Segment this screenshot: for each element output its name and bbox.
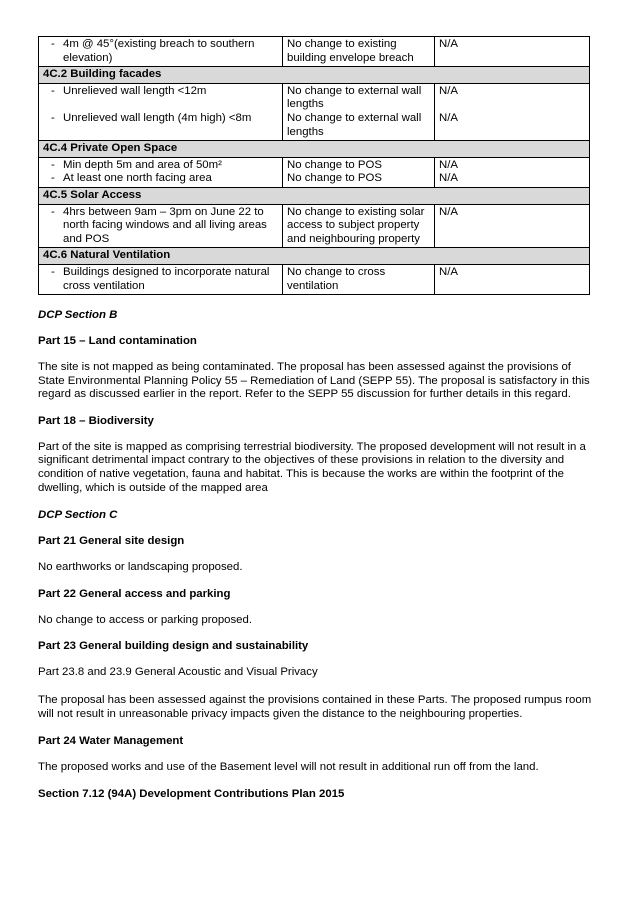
control-cell [39, 157, 283, 187]
list-item: - Unrelieved wall length <12m [43, 85, 278, 99]
table-row [39, 83, 590, 140]
assessment-cell: No change to existing solar access to subject property and neighbouring property [283, 204, 435, 248]
list-item: - Unrelieved wall length (4m high) <8m [43, 112, 278, 126]
control-cell [39, 204, 283, 248]
bullet-dash: - [51, 265, 55, 278]
compliance-cell: N/A N/A [435, 157, 590, 187]
assessment-cell: No change to existing building envelope breach [283, 37, 435, 67]
control-cell [39, 264, 283, 294]
dcp-section-c-heading: DCP Section C [38, 509, 118, 522]
part24-heading: Part 24 Water Management [38, 735, 184, 748]
list-item: - Min depth 5m and area of 50m² [43, 159, 278, 173]
compliance-cell: N/A [435, 37, 590, 67]
bullet-dash: - [51, 38, 55, 50]
bullet-dash: - [51, 84, 55, 97]
compliance-cell: N/A [435, 204, 590, 248]
assessment-cell: No change to POS No change to POS [283, 157, 435, 187]
part23-paragraph: The proposal has been assessed against the provisions contained in these Parts. The proposed rumpus room will not result in unreasonable privacy impacts given the distance to the neighbouring properties. [38, 694, 592, 720]
section-row [39, 141, 590, 158]
bullet-dash: - [51, 111, 55, 124]
part15-heading: Part 15 – Land contamination [38, 335, 197, 348]
part15-paragraph: The site is not mapped as being contaminated. The proposal has been assessed against the provisions of State Environmental Planning Policy 55 – Remediation of Land (SEPP 55). The proposal is satisfactory in this regard as discussed earlier in the report. Refer to the SEPP 55 discussion for further details in this regard. [38, 361, 590, 401]
section-row [39, 187, 590, 204]
table-row [39, 157, 590, 187]
compliance-cell: N/A N/A [435, 83, 590, 140]
list-item: - 4m @ 45°(existing breach to southern elevation) [43, 38, 278, 65]
part21-heading: Part 21 General site design [38, 535, 185, 548]
list-item: - At least one north facing area [43, 172, 278, 186]
part21-paragraph: No earthworks or landscaping proposed. [38, 561, 243, 574]
part24-paragraph: The proposed works and use of the Basement level will not result in additional run off from the land. [38, 761, 539, 774]
bullet-dash: - [51, 205, 55, 218]
part18-heading: Part 18 – Biodiversity [38, 414, 154, 427]
part22-heading: Part 22 General access and parking [38, 587, 231, 600]
section-712-heading: Section 7.12 (94A) Development Contributions Plan 2015 [38, 787, 345, 800]
list-item: - Buildings designed to incorporate natural cross ventilation [43, 266, 278, 293]
section-row [39, 248, 590, 265]
section-heading: 4C.2 Building facades [39, 67, 590, 84]
table-row [39, 37, 590, 67]
control-cell [39, 37, 283, 67]
part18-paragraph: Part of the site is mapped as comprising terrestrial biodiversity. The proposed development will not result in a significant detrimental impact contrary to the objectives of these provisions in relation to the diversity and condition of native vegetation, fauna and habitat. This is because the works are within the footprint of the dwelling, which is outside of the mapped area [38, 440, 586, 494]
section-heading: 4C.5 Solar Access [39, 187, 590, 204]
table-row [39, 204, 590, 248]
assessment-cell: No change to external wall lengths No change to external wall lengths [283, 83, 435, 140]
bullet-dash: - [51, 158, 55, 171]
compliance-cell: N/A [435, 264, 590, 294]
section-row [39, 67, 590, 84]
part23-heading: Part 23 General building design and sustainability [38, 640, 309, 653]
part22-paragraph: No change to access or parking proposed. [38, 613, 253, 626]
list-item: - 4hrs between 9am – 3pm on June 22 to north facing windows and all living areas and POS [43, 206, 278, 247]
dcp-section-b-heading: DCP Section B [38, 309, 118, 322]
assessment-cell: No change to cross ventilation [283, 264, 435, 294]
document-page [38, 36, 598, 800]
bullet-dash: - [51, 172, 55, 185]
section-heading: 4C.6 Natural Ventilation [39, 248, 590, 265]
control-cell [39, 83, 283, 140]
compliance-table [38, 36, 590, 295]
table-row [39, 264, 590, 294]
part23-subheading: Part 23.8 and 23.9 General Acoustic and Visual Privacy [38, 666, 318, 679]
section-heading: 4C.4 Private Open Space [39, 141, 590, 158]
